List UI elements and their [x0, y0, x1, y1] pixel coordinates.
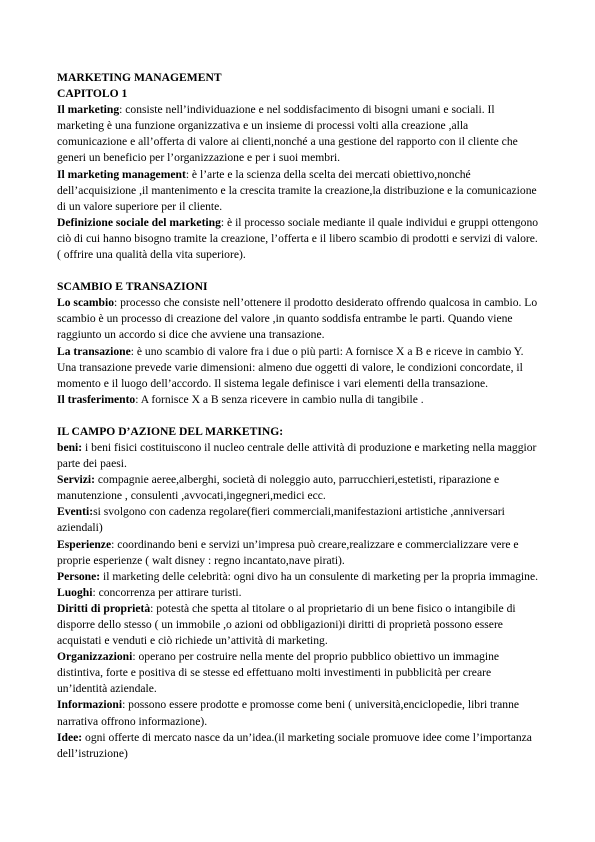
- paragraph-text: compagnie aeree,alberghi, società di noleggio auto, parrucchieri,estetisti, riparazione e manutenzione , consulenti ,avvocati,ingegneri,medici ecc.: [57, 473, 500, 503]
- spacer: [57, 263, 541, 279]
- section-heading-scambio: SCAMBIO E TRANSAZIONI: [57, 280, 208, 294]
- section-scambio: [57, 295, 541, 408]
- document-title: MARKETING MANAGEMENT: [57, 71, 222, 84]
- term: beni:: [57, 440, 83, 454]
- term: Idee:: [57, 730, 83, 744]
- paragraph-text: : è l’arte e la scienza della scelta dei mercati obiettivo,nonché dell’acquisizione ,il mantenimento e la crescita tramite la creazione,la distribuzione e la comunicazione di un valore superiore per il cliente.: [57, 167, 537, 213]
- paragraph-servizi: [57, 472, 541, 504]
- term: Persone:: [57, 569, 101, 583]
- term: Esperienze: [57, 537, 112, 551]
- term: Luoghi: [57, 585, 93, 599]
- paragraph-text: : coordinando beni e servizi un’impresa può creare,realizzare e commercializzare vere e proprie esperienze ( walt disney : regno incantato,nave pirati).: [57, 537, 519, 567]
- term: Diritti di proprietà: [57, 601, 151, 615]
- term: Lo scambio: [57, 296, 115, 310]
- paragraph-text: : consiste nell’individuazione e nel soddisfacimento di bisogni umani e sociali. Il marketing è una funzione organizzativa e un insieme di processi volti alla creazione ,alla comunicazione e all’offerta di valore ai clienti,nonché a una gestione del rapporto con il cliente che generi un beneficio per l’organizzazione e per i suoi membri.: [57, 103, 518, 165]
- paragraph-esperienze: [57, 537, 541, 569]
- paragraph-luoghi: [57, 585, 541, 601]
- paragraph-organizzazioni: [57, 649, 541, 697]
- paragraph-idee: [57, 730, 541, 762]
- paragraph-text: : è il processo sociale mediante il quale individui e gruppi ottengono ciò di cui hanno bisogno tramite la creazione, l’offerta e il libero scambio di prodotti e servizi di valore. ( offrire una qualità della vita superiore).: [57, 215, 539, 262]
- paragraph-transazione: [57, 344, 541, 392]
- paragraph-text: si svolgono con cadenza regolare(fieri commerciali,manifestazioni artistiche ,anniversari aziendali): [57, 505, 505, 535]
- term: Eventi:: [57, 505, 94, 519]
- paragraph-persone: [57, 569, 541, 585]
- section-definitions: [57, 102, 541, 263]
- term: Il marketing management: [57, 167, 186, 181]
- paragraph-social-definition: [57, 215, 541, 263]
- paragraph-text: : potestà che spetta al titolare o al proprietario di un bene fisico o intangibile di disporre dello stesso ( un immobile ,o azioni od obbligazioni)i diritti di proprietà possono essere acquistati e venduti e ciò richiede un’attività di marketing.: [57, 601, 516, 648]
- section-heading-campo: IL CAMPO D’AZIONE DEL MARKETING:: [57, 424, 284, 438]
- paragraph-text: : A fornisce X a B senza ricevere in cambio nulla di tangibile .: [135, 392, 424, 406]
- paragraph-scambio: [57, 295, 541, 343]
- document-page: [57, 70, 541, 762]
- paragraph-text: il marketing delle celebrità: ogni divo ha un consulente di marketing per la propria immagine.: [100, 569, 538, 583]
- term: Il marketing: [57, 103, 120, 117]
- paragraph-text: : processo che consiste nell’ottenere il prodotto desiderato offrendo qualcosa in cambio. Lo scambio è un processo di creazione del valore ,in quanto soddisfa entrambe le parti. Quando viene raggiunto un accordo si dice che avviene una transazione.: [57, 296, 538, 342]
- paragraph-informazioni: [57, 697, 541, 729]
- term: Definizione sociale del marketing: [57, 215, 221, 229]
- term: Informazioni: [57, 698, 123, 712]
- paragraph-text: : operano per costruire nella mente del proprio pubblico obiettivo un immagine distintiva, forte e positiva di se stesse ed effettuano molti investimenti in pubblicità per creare un’identità aziendale.: [57, 650, 500, 696]
- term: Organizzazioni: [57, 650, 133, 664]
- term: La transazione: [57, 344, 131, 358]
- paragraph-text: i beni fisici costituiscono il nucleo centrale delle attività di produzione e marketing nella maggior parte dei paesi.: [57, 440, 537, 471]
- paragraph-diritti: [57, 601, 541, 649]
- term: Il trasferimento: [57, 392, 136, 406]
- paragraph-trasferimento: [57, 392, 541, 408]
- section-campo: [57, 440, 541, 762]
- term: Servizi:: [57, 473, 95, 487]
- paragraph-marketing: [57, 102, 541, 166]
- paragraph-text: ogni offerte di mercato nasce da un’idea.(il marketing sociale promuove idee come l’importanza dell’istruzione): [57, 730, 532, 760]
- paragraph-text: : concorrenza per attirare turisti.: [92, 585, 242, 599]
- chapter-heading: CAPITOLO 1: [57, 87, 128, 101]
- paragraph-eventi: [57, 504, 541, 536]
- paragraph-text: : possono essere prodotte e promosse come beni ( università,enciclopedie, libri tranne narrativa offrono informazione).: [57, 698, 520, 728]
- paragraph-marketing-management: [57, 167, 541, 215]
- paragraph-text: : è uno scambio di valore fra i due o più parti: A fornisce X a B e riceve in cambio Y. Una transazione prevede varie dimensioni: almeno due oggetti di valore, le condizioni concordate, il momento e il luogo dell’accordo. Il sistema legale definisce i vari elementi della transazione.: [57, 344, 524, 390]
- spacer: [57, 408, 541, 424]
- paragraph-beni: [57, 440, 541, 472]
